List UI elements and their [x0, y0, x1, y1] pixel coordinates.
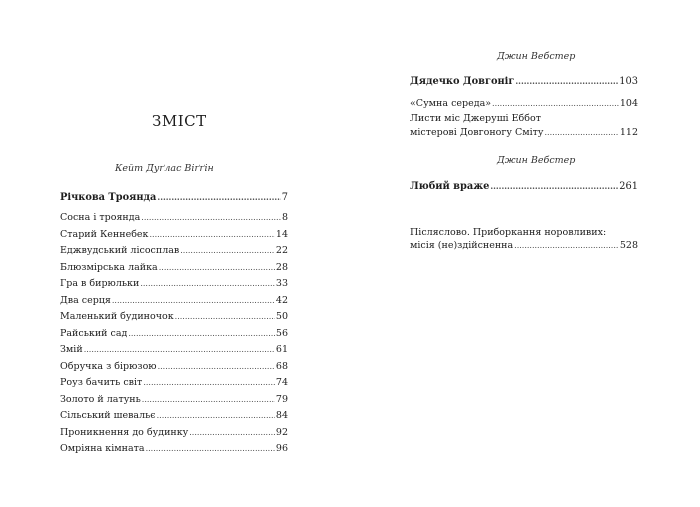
toc-entry-title: Райський сад [60, 327, 128, 339]
toc-entry[interactable] [60, 278, 288, 290]
leader-dots [128, 328, 275, 340]
leader-dots [159, 262, 275, 274]
toc-entry-page: 14 [275, 228, 288, 240]
toc-entry[interactable] [60, 344, 288, 356]
toc-entry[interactable] [60, 361, 288, 373]
leader-dots [180, 245, 275, 257]
toc-entry-page: 28 [275, 261, 288, 273]
toc-entry-multiline[interactable] [410, 113, 638, 139]
toc-entry-title: Змій [60, 344, 83, 355]
toc-entry-title-line1: Післяслово. Приборкання норовливих: [410, 227, 607, 238]
toc-entry-page: 8 [281, 212, 288, 223]
toc-entry-title: Еджвудський лісосплав [60, 245, 180, 256]
toc-entry[interactable] [60, 394, 288, 406]
toc-entry-page: 7 [281, 192, 288, 203]
toc-entry[interactable] [410, 98, 638, 110]
toc-entry-title: Роуз бачить світ [60, 377, 143, 388]
leader-dots [158, 361, 275, 373]
toc-entry-page: 50 [275, 311, 288, 322]
leader-dots [141, 212, 281, 224]
leader-dots [490, 180, 618, 193]
toc-entry[interactable] [60, 245, 288, 257]
toc-entry-page: 92 [275, 426, 288, 438]
toc-entry-main[interactable] [410, 75, 638, 88]
toc-entry-title: Сосна і троянда [60, 212, 141, 223]
leader-dots [515, 75, 618, 88]
toc-entry-last-line [410, 240, 638, 252]
toc-entry-title: Маленький будиночок [60, 311, 174, 322]
toc-entry-main[interactable] [60, 191, 288, 204]
toc-entry-multiline[interactable] [410, 227, 638, 252]
toc-entry-page: 33 [275, 278, 288, 289]
author-name: Джин Вебстер [497, 51, 576, 62]
toc-entry-page: 68 [275, 360, 288, 372]
page-title: ЗМІСТ [152, 112, 207, 130]
leader-dots [189, 427, 275, 439]
toc-entry-title: Сільський шевальє [60, 410, 156, 421]
leader-dots [140, 278, 275, 290]
leader-dots [146, 443, 275, 455]
leader-dots [142, 394, 275, 406]
toc-entry[interactable] [60, 229, 288, 241]
toc-entry[interactable] [60, 443, 288, 455]
leader-dots [514, 240, 619, 252]
toc-entry-title: Гра в бирюльки [60, 278, 140, 289]
toc-entry-title: Річкова Троянда [60, 192, 157, 203]
toc-entry-page: 112 [619, 127, 638, 138]
toc-entry-page: 79 [275, 393, 288, 405]
leader-dots [84, 344, 275, 356]
toc-entry-title: Проникнення до будинку [60, 426, 189, 438]
leader-dots [112, 295, 275, 307]
author-name: Кейт Дуґлас Віґґін [115, 163, 214, 174]
toc-entry-page: 528 [619, 240, 638, 251]
leader-dots [150, 229, 275, 241]
toc-entry-page: 61 [275, 344, 288, 355]
toc-entry-title-line1: Листи міс Джеруші Еббот [410, 113, 541, 124]
toc-entry-title-line2: місія (не)здійсненна [410, 240, 514, 251]
toc-entry[interactable] [60, 328, 288, 340]
toc-entry-title-line2: містерові Довгоногу Сміту [410, 127, 544, 138]
toc-entry[interactable] [60, 212, 288, 224]
toc-entry[interactable] [60, 410, 288, 422]
leader-dots [157, 191, 280, 204]
toc-entry-last-line [410, 127, 638, 139]
leader-dots [157, 410, 275, 422]
toc-entry-page: 22 [275, 245, 288, 256]
toc-entry[interactable] [60, 311, 288, 323]
toc-entry-title: Обручка з бірюзою [60, 360, 157, 372]
toc-entry-page: 56 [275, 327, 288, 339]
author-name: Джин Вебстер [497, 155, 576, 166]
leader-dots [492, 98, 619, 110]
leader-dots [143, 377, 275, 389]
leader-dots [175, 311, 275, 323]
toc-entry[interactable] [60, 377, 288, 389]
toc-entry-title: Старий Кеннебек [60, 228, 149, 240]
toc-entry-title: «Сумна середа» [410, 98, 492, 109]
toc-entry[interactable] [60, 295, 288, 307]
toc-entry-page: 103 [619, 76, 638, 87]
toc-entry-title: Омріяна кімната [60, 443, 145, 454]
toc-entry-page: 261 [619, 181, 638, 192]
toc-entry-title: Блюзмірська лайка [60, 261, 158, 273]
leader-dots [545, 127, 619, 139]
toc-entry[interactable] [60, 427, 288, 439]
toc-entry-title: Два серця [60, 294, 111, 306]
toc-entry-page: 96 [275, 443, 288, 454]
toc-entry-title: Дядечко Довгоніг [410, 76, 515, 87]
toc-entry-title: Золото й латунь [60, 393, 141, 405]
toc-entry-page: 74 [275, 377, 288, 388]
toc-entry[interactable] [60, 262, 288, 274]
toc-entry-page: 84 [275, 410, 288, 421]
toc-entry-page: 42 [275, 294, 288, 306]
toc-entry-main[interactable] [410, 180, 638, 193]
toc-entry-title: Любий враже [410, 181, 490, 192]
toc-entry-page: 104 [619, 98, 638, 109]
